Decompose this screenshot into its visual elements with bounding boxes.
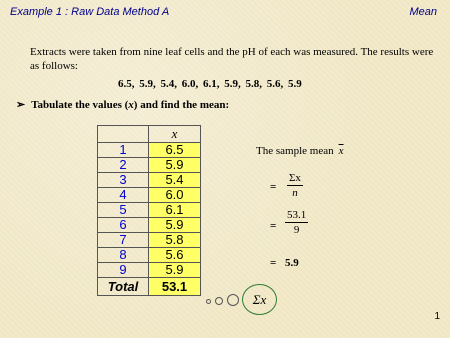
row-index: 1 bbox=[98, 143, 149, 158]
table-row bbox=[98, 263, 201, 278]
data-table bbox=[97, 125, 201, 296]
table-row bbox=[98, 203, 201, 218]
total-value: 53.1 bbox=[149, 278, 201, 296]
table-row bbox=[98, 218, 201, 233]
table-row bbox=[98, 233, 201, 248]
row-index: 7 bbox=[98, 233, 149, 248]
table-total-row bbox=[98, 278, 201, 296]
values-line: 6.5, 5.9, 5.4, 6.0, 6.1, 5.9, 5.8, 5.6, 5.9 bbox=[118, 78, 302, 90]
sample-mean-text: The sample mean bbox=[256, 145, 334, 157]
table-row bbox=[98, 248, 201, 263]
thought-bubble-medium bbox=[215, 297, 223, 305]
fraction-numerator: Σx bbox=[289, 172, 301, 184]
row-value: 6.1 bbox=[149, 203, 201, 218]
equals-sign-2: = bbox=[270, 220, 277, 232]
sum-x-callout-text: Σx bbox=[252, 291, 267, 307]
fraction-numerator-value: 53.1 bbox=[287, 209, 307, 221]
table-row bbox=[98, 173, 201, 188]
fraction-denominator: n bbox=[292, 187, 298, 199]
row-index: 9 bbox=[98, 263, 149, 278]
row-index: 6 bbox=[98, 218, 149, 233]
row-index: 5 bbox=[98, 203, 149, 218]
equals-sign-1: = bbox=[270, 181, 277, 193]
table-header-index bbox=[98, 126, 149, 143]
task-instruction bbox=[16, 98, 229, 111]
fraction-values bbox=[285, 209, 308, 236]
total-label: Total bbox=[98, 278, 149, 296]
table-header-x: x bbox=[149, 126, 201, 143]
row-value: 5.8 bbox=[149, 233, 201, 248]
slide-title: Example 1 : Raw Data Method A bbox=[10, 6, 170, 18]
row-value: 6.5 bbox=[149, 143, 201, 158]
sum-x-callout bbox=[242, 284, 277, 315]
sample-mean-label bbox=[256, 145, 343, 157]
task-var: x bbox=[128, 98, 134, 111]
row-index: 3 bbox=[98, 173, 149, 188]
slide-topic: Mean bbox=[409, 6, 437, 18]
row-value: 5.4 bbox=[149, 173, 201, 188]
equals-sign-3: = bbox=[270, 257, 277, 269]
row-index: 8 bbox=[98, 248, 149, 263]
row-value: 6.0 bbox=[149, 188, 201, 203]
fraction-formula bbox=[287, 172, 303, 199]
row-value: 5.6 bbox=[149, 248, 201, 263]
page-number: 1 bbox=[434, 311, 440, 322]
thought-bubble-small bbox=[206, 299, 211, 304]
mean-result: 5.9 bbox=[285, 257, 299, 269]
row-value: 5.9 bbox=[149, 263, 201, 278]
arrow-bullet-icon: ➢ bbox=[16, 99, 26, 111]
task-text-after: ) and find the mean: bbox=[133, 98, 230, 111]
task-text-before: Tabulate the values ( bbox=[31, 98, 129, 111]
x-bar-symbol: x bbox=[338, 145, 344, 157]
row-value: 5.9 bbox=[149, 158, 201, 173]
table-row bbox=[98, 143, 201, 158]
thought-bubble-large bbox=[227, 294, 239, 306]
row-index: 2 bbox=[98, 158, 149, 173]
table-row bbox=[98, 188, 201, 203]
table-header-row bbox=[98, 126, 201, 143]
fraction-denominator-value: 9 bbox=[293, 224, 300, 236]
row-index: 4 bbox=[98, 188, 149, 203]
intro-text: Extracts were taken from nine leaf cells and the pH of each was measured. The results were as follows: bbox=[30, 46, 434, 72]
table-row bbox=[98, 158, 201, 173]
row-value: 5.9 bbox=[149, 218, 201, 233]
